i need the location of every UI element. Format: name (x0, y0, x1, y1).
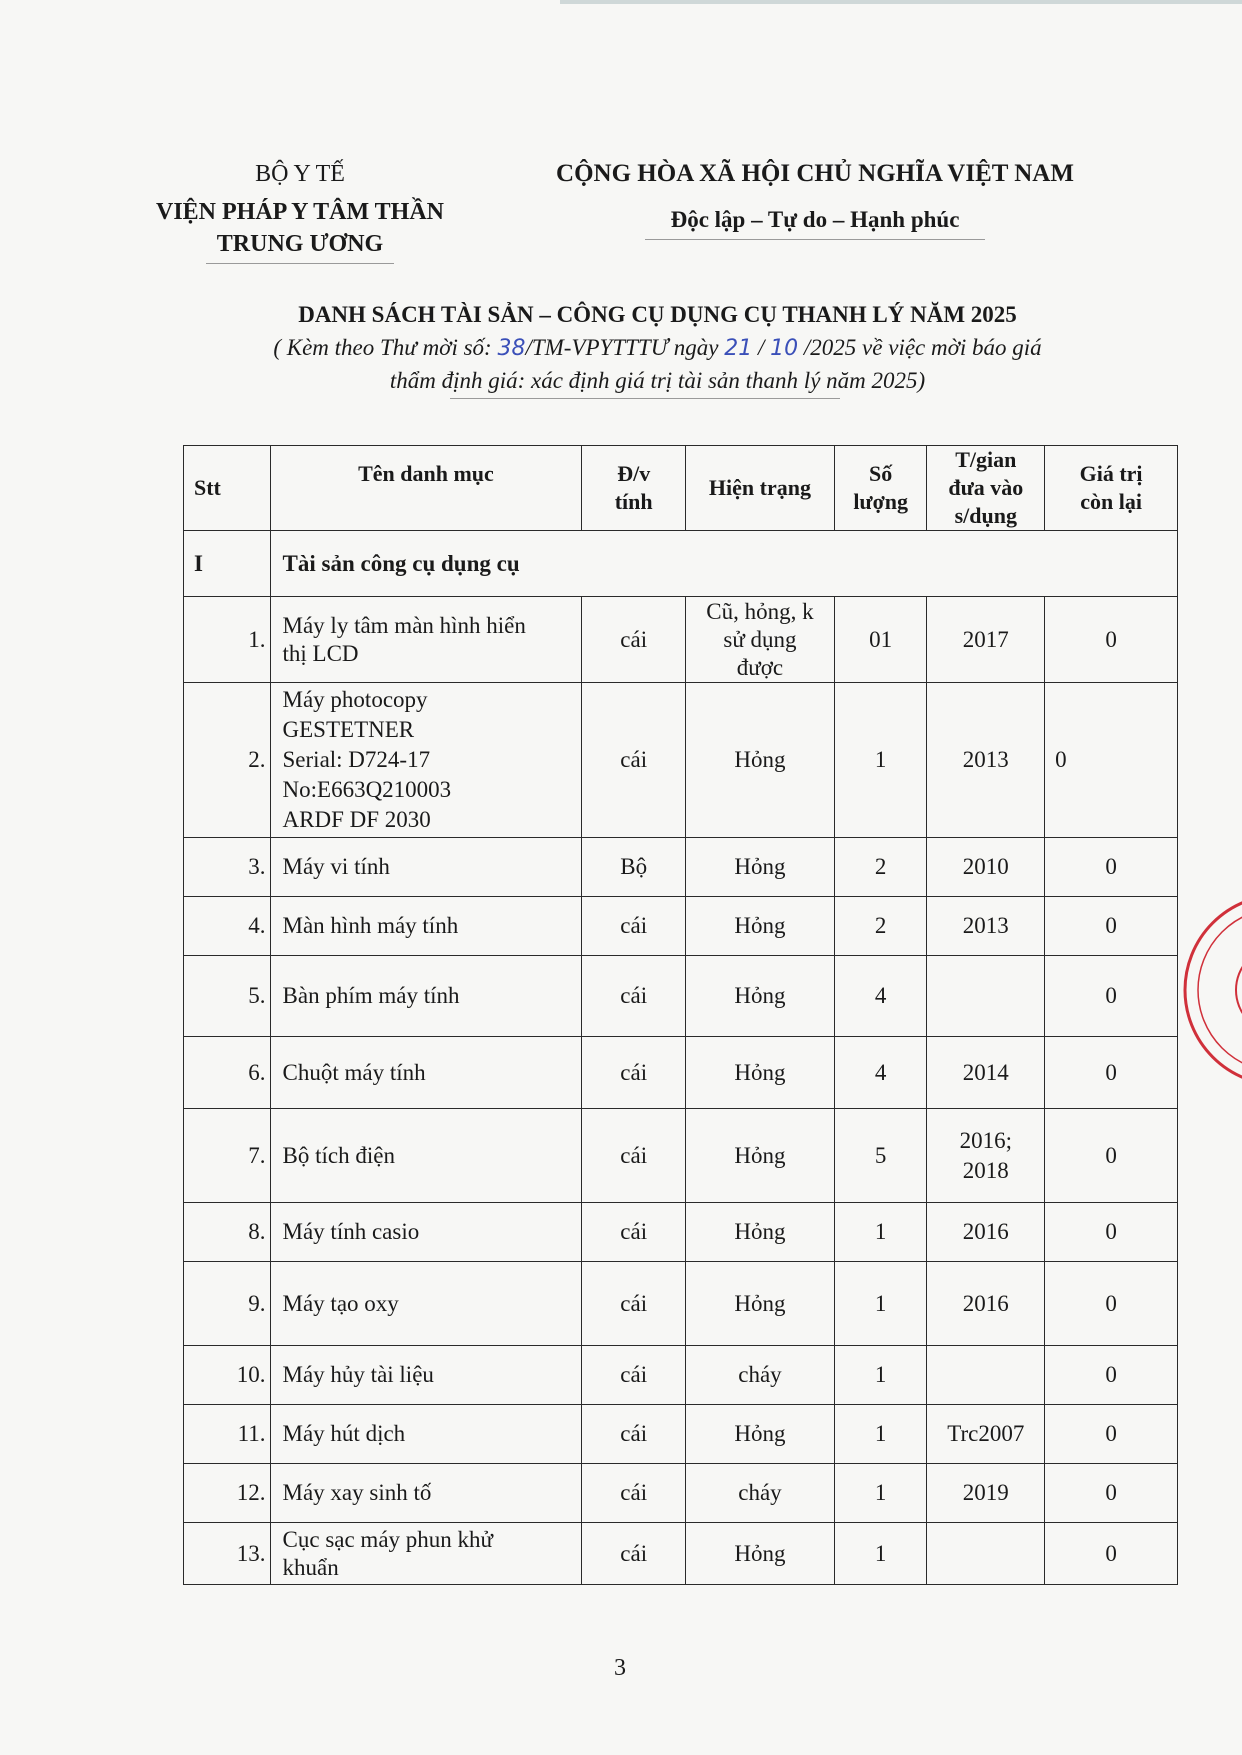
cell-name: Máy hút dịch (270, 1405, 582, 1464)
cell-status: Hỏng (686, 683, 835, 838)
cell-name: Máy tạo oxy (270, 1262, 582, 1346)
cell-stt: 4. (184, 897, 271, 956)
cell-name: Máy hủy tài liệu (270, 1346, 582, 1405)
cell-year: Trc2007 (927, 1405, 1045, 1464)
cell-name (270, 597, 582, 683)
cell-qty: 2 (834, 838, 927, 897)
cell-value: 0 (1045, 838, 1178, 897)
cell-value: 0 (1045, 1109, 1178, 1203)
cell-stt: 6. (184, 1037, 271, 1109)
table-row (184, 1109, 1178, 1203)
cell-unit: cái (582, 1262, 686, 1346)
cell-name: Máy xay sinh tố (270, 1464, 582, 1523)
cell-value: 0 (1045, 1464, 1178, 1523)
cell-stt: 2. (184, 683, 271, 838)
issuer-underline (206, 263, 394, 264)
cell-name (270, 683, 582, 838)
table-row (184, 956, 1178, 1037)
header-value-l2: còn lại (1080, 489, 1142, 514)
cell-name-line: Serial: D724-17 (282, 747, 431, 772)
motto-underline (645, 239, 985, 240)
subtitle-text: /TM-VPYTTTƯ ngày (525, 335, 725, 360)
national-header (520, 158, 1110, 240)
table-row (184, 1464, 1178, 1523)
cell-status-line: được (736, 654, 784, 680)
cell-status: cháy (686, 1464, 835, 1523)
cell-unit: cái (582, 1109, 686, 1203)
header-value-l1: Giá trị (1079, 461, 1143, 486)
section-row (184, 531, 1178, 597)
table-row (184, 897, 1178, 956)
cell-qty: 1 (834, 1464, 927, 1523)
cell-unit: cái (582, 1405, 686, 1464)
section-title: Tài sản công cụ dụng cụ (270, 531, 1177, 597)
header-time-l3: s/dụng (954, 503, 1017, 528)
subtitle-text: /2025 về việc mời báo giá (798, 335, 1042, 360)
header-time (927, 446, 1045, 531)
cell-qty: 1 (834, 1203, 927, 1262)
cell-unit: cái (582, 897, 686, 956)
cell-year-line: 2016; (959, 1127, 1012, 1153)
cell-qty: 4 (834, 956, 927, 1037)
cell-stt: 12. (184, 1464, 271, 1523)
cell-status (686, 597, 835, 683)
header-value (1045, 446, 1178, 531)
cell-year: 2016 (927, 1203, 1045, 1262)
handwritten-letter-number: 38 (497, 336, 526, 361)
cell-name-line: thị LCD (282, 640, 359, 666)
cell-unit: cái (582, 1464, 686, 1523)
cell-name: Bộ tích điện (270, 1109, 582, 1203)
cell-year: 2019 (927, 1464, 1045, 1523)
cell-value: 0 (1045, 1346, 1178, 1405)
table-header-row (184, 446, 1178, 531)
institute-line-2: TRUNG ƯƠNG (216, 231, 384, 257)
cell-year (927, 1346, 1045, 1405)
cell-status: Hỏng (686, 1262, 835, 1346)
cell-year (927, 1523, 1045, 1585)
table-row (184, 1346, 1178, 1405)
cell-status: Hỏng (686, 1109, 835, 1203)
header-stt: Stt (184, 446, 271, 531)
scan-edge (560, 0, 1242, 4)
subtitle-underline (450, 398, 840, 399)
cell-stt: 8. (184, 1203, 271, 1262)
cell-value: 0 (1045, 897, 1178, 956)
header-name: Tên danh mục (270, 446, 582, 531)
cell-qty: 5 (834, 1109, 927, 1203)
cell-stt: 9. (184, 1262, 271, 1346)
cell-name-line: Máy ly tâm màn hình hiển (282, 612, 526, 638)
table-row (184, 1405, 1178, 1464)
cell-unit: cái (582, 1203, 686, 1262)
cell-name-line: ARDF DF 2030 (282, 807, 431, 832)
subtitle-text: ( Kèm theo Thư mời số: (273, 335, 498, 360)
cell-qty: 1 (834, 1523, 927, 1585)
cell-status: Hỏng (686, 956, 835, 1037)
cell-year: 2014 (927, 1037, 1045, 1109)
cell-name: Màn hình máy tính (270, 897, 582, 956)
cell-year-line: 2018 (962, 1157, 1009, 1183)
table-row (184, 1203, 1178, 1262)
cell-value: 0 (1045, 1262, 1178, 1346)
institute-name (120, 196, 480, 260)
header-unit-l1: Đ/v (617, 461, 651, 486)
cell-unit: cái (582, 683, 686, 838)
header-time-l2: đưa vào (948, 475, 1024, 500)
cell-name: Chuột máy tính (270, 1037, 582, 1109)
page-number: 3 (614, 1655, 626, 1681)
national-motto: Độc lập – Tự do – Hạnh phúc (670, 207, 960, 232)
cell-year: 2017 (927, 597, 1045, 683)
cell-qty: 01 (834, 597, 927, 683)
cell-name: Máy tính casio (270, 1203, 582, 1262)
document-title: DANH SÁCH TÀI SẢN – CÔNG CỤ DỤNG CỤ THANH LÝ NĂM 2025 (298, 302, 1017, 327)
cell-stt: 13. (184, 1523, 271, 1585)
table-row (184, 1523, 1178, 1585)
asset-table (183, 445, 1178, 1585)
cell-year: 2010 (927, 838, 1045, 897)
cell-stt: 11. (184, 1405, 271, 1464)
cell-qty: 1 (834, 1405, 927, 1464)
document-subtitle (150, 332, 1165, 397)
cell-unit: cái (582, 1523, 686, 1585)
official-stamp (1170, 880, 1242, 1100)
header-unit-l2: tính (614, 489, 653, 514)
cell-status-line: Cũ, hỏng, k (706, 598, 814, 624)
cell-qty: 1 (834, 1346, 927, 1405)
header-unit (582, 446, 686, 531)
cell-value: 0 (1045, 1037, 1178, 1109)
cell-year (927, 1109, 1045, 1203)
header-qty-l1: Số (869, 461, 893, 486)
cell-name-line: No:E663Q210003 (282, 777, 452, 802)
cell-unit: Bộ (582, 838, 686, 897)
cell-qty: 1 (834, 683, 927, 838)
cell-year: 2013 (927, 683, 1045, 838)
table-row (184, 1037, 1178, 1109)
cell-unit: cái (582, 1346, 686, 1405)
cell-unit: cái (582, 956, 686, 1037)
table-row (184, 838, 1178, 897)
cell-name-line: GESTETNER (282, 717, 415, 742)
cell-status: Hỏng (686, 1037, 835, 1109)
cell-value: 0 (1045, 956, 1178, 1037)
header-status: Hiện trạng (686, 446, 835, 531)
republic-name: CỘNG HÒA XÃ HỘI CHỦ NGHĨA VIỆT NAM (556, 160, 1074, 187)
header-time-l1: T/gian (955, 447, 1017, 472)
cell-stt: 1. (184, 597, 271, 683)
cell-year (927, 956, 1045, 1037)
table-row (184, 683, 1178, 838)
subtitle-line-2: thẩm định giá: xác định giá trị tài sản thanh lý năm 2025) (389, 368, 926, 393)
cell-unit: cái (582, 597, 686, 683)
cell-stt: 5. (184, 956, 271, 1037)
table-row (184, 1262, 1178, 1346)
cell-value: 0 (1045, 1523, 1178, 1585)
cell-year: 2013 (927, 897, 1045, 956)
ministry-name: BỘ Y TẾ (255, 161, 345, 187)
handwritten-month: 10 (770, 336, 799, 361)
cell-status: Hỏng (686, 897, 835, 956)
institute-line-1: VIỆN PHÁP Y TÂM THẦN (155, 199, 445, 225)
table-row (184, 597, 1178, 683)
cell-status: Hỏng (686, 838, 835, 897)
cell-name (270, 1523, 582, 1585)
issuer-header (120, 158, 480, 264)
section-number: I (184, 531, 271, 597)
cell-unit: cái (582, 1037, 686, 1109)
cell-value: 0 (1045, 1203, 1178, 1262)
cell-name: Máy vi tính (270, 838, 582, 897)
cell-status: Hỏng (686, 1405, 835, 1464)
handwritten-day: 21 (724, 336, 753, 361)
cell-name: Bàn phím máy tính (270, 956, 582, 1037)
header-qty (834, 446, 927, 531)
cell-qty: 4 (834, 1037, 927, 1109)
cell-stt: 10. (184, 1346, 271, 1405)
cell-year: 2016 (927, 1262, 1045, 1346)
cell-status-line: sử dụng (723, 626, 797, 652)
cell-value: 0 (1045, 597, 1178, 683)
cell-value: 0 (1045, 1405, 1178, 1464)
cell-stt: 3. (184, 838, 271, 897)
cell-status: cháy (686, 1346, 835, 1405)
cell-value: 0 (1045, 683, 1178, 838)
cell-qty: 1 (834, 1262, 927, 1346)
cell-status: Hỏng (686, 1523, 835, 1585)
cell-qty: 2 (834, 897, 927, 956)
cell-stt: 7. (184, 1109, 271, 1203)
subtitle-text: / (752, 335, 771, 360)
cell-name-line: Máy photocopy (282, 687, 428, 712)
cell-name-line: Cục sạc máy phun khử (282, 1526, 493, 1552)
cell-status: Hỏng (686, 1203, 835, 1262)
cell-name-line: khuẩn (282, 1554, 339, 1580)
subtitle-line-1 (150, 332, 1165, 365)
header-qty-l2: lượng (853, 489, 909, 514)
